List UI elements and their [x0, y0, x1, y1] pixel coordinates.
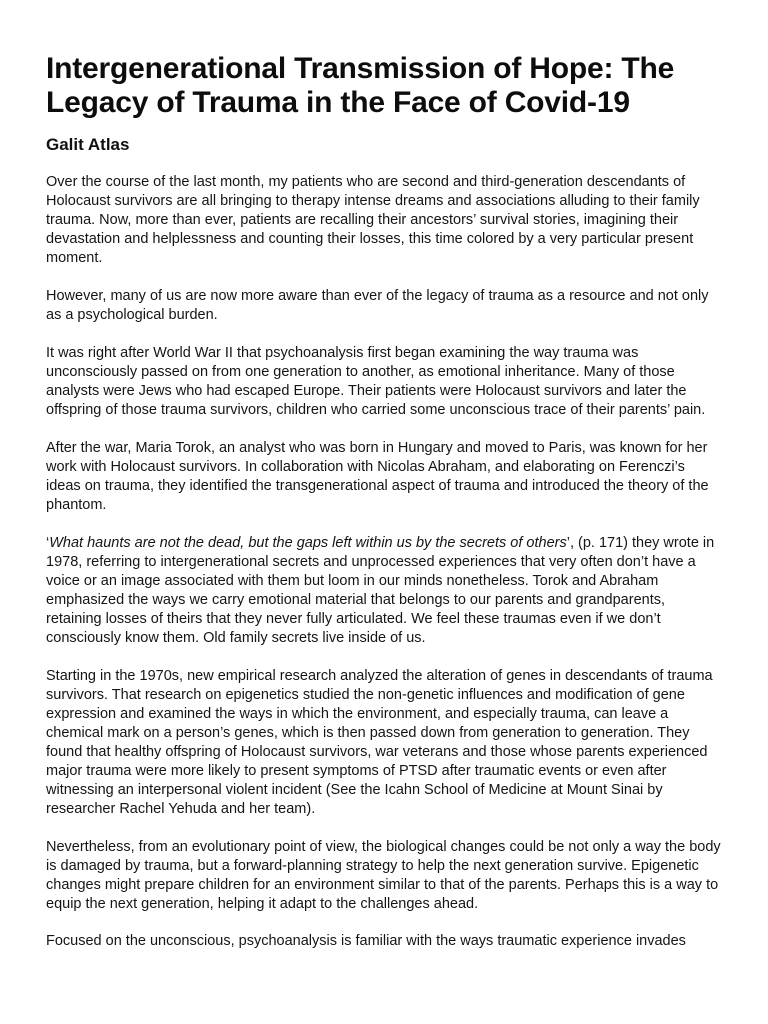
paragraph-6: Starting in the 1970s, new empirical research analyzed the alteration of genes in descendants of trauma survivors. That research on epigenetics studied the non-genetic influences and modification of gene expression and examined the ways in which the environment, and especially trauma, can leave a chemical mark on a person’s genes, which is then passed down from generation to generation. They found that healthy offspring of Holocaust survivors, war veterans and those whose parents experienced major trauma were more likely to present symptoms of PTSD after traumatic events or even after witnessing an interpersonal violent incident (See the Icahn School of Medicine at Mount Sinai by researcher Rachel Yehuda and her team). — [46, 668, 713, 817]
document-page — [46, 52, 722, 951]
paragraph-3: It was right after World War II that psychoanalysis first began examining the way trauma was unconsciously passed on from one generation to another, as emotional inheritance. Many of those analysts were Jews who had escaped Europe. Their patients were Holocaust survivors and later the offspring of those trauma survivors, children who carried some unconscious trace of their parents’ pain. — [46, 345, 706, 418]
paragraph-5-quote: What haunts are not the dead, but the gaps left within us by the secrets of others — [49, 535, 567, 551]
article-title-line-1: Intergenerational Transmission of Hope: The — [46, 52, 675, 85]
paragraph-2: However, many of us are now more aware than ever of the legacy of trauma as a resource and not only as a psychological burden. — [46, 288, 709, 323]
paragraph-8: Focused on the unconscious, psychoanalysis is familiar with the ways traumatic experience invades — [46, 933, 686, 949]
paragraph-7: Nevertheless, from an evolutionary point of view, the biological changes could be not only a way the body is damaged by trauma, but a forward-planning strategy to help the next generation survive. Epigenetic changes might prepare children for an environment similar to that of the parents. Perhaps this is a way to equip the next generation, helping it adapt to the challenges ahead. — [46, 839, 721, 912]
paragraph-5-text: ’, (p. 171) they wrote in 1978, referring to intergenerational secrets and unprocessed experiences that very often don’t have a voice or an image associated with them but loom in our minds nonetheless. Torok and Abraham emphasized the ways we carry emotional material that belongs to our parents and grandparents, retaining losses of theirs that they never fully articulated. We feel these traumas even if we don’t consciously know them. Old family secrets live inside of us. — [46, 535, 715, 646]
article-title — [46, 52, 722, 120]
paragraph-1: Over the course of the last month, my patients who are second and third-generation descendants of Holocaust survivors are all bringing to therapy intense dreams and associations alluding to their family trauma. Now, more than ever, patients are recalling their ancestors’ survival stories, imagining their devastation and helplessness and counting their losses, this time colored by a very particular present moment. — [46, 174, 700, 266]
paragraph-5-open-quote: ‘ — [46, 535, 50, 551]
article-title-line-2: Legacy of Trauma in the Face of Covid-19 — [46, 86, 630, 119]
paragraph-5 — [46, 534, 722, 648]
paragraph-4: After the war, Maria Torok, an analyst who was born in Hungary and moved to Paris, was known for her work with Holocaust survivors. In collaboration with Nicolas Abraham, and elaborating on Ferenczi’s ideas on trauma, they identified the transgenerational aspect of trauma and introduced the theory of the phantom. — [46, 440, 709, 513]
author-name: Galit Atlas — [46, 135, 130, 154]
